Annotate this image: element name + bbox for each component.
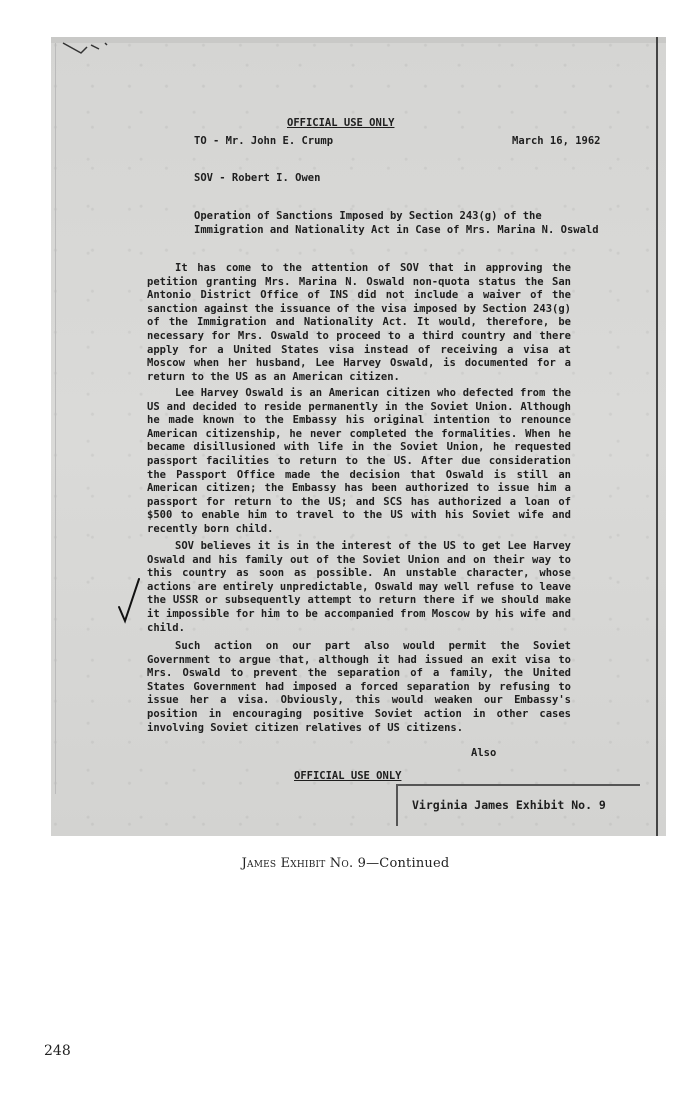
memo-date: March 16, 1962 bbox=[512, 135, 601, 147]
corner-scribble-icon bbox=[61, 39, 121, 59]
continuation-word: Also bbox=[471, 747, 497, 759]
exhibit-label: Virginia James Exhibit No. 9 bbox=[412, 798, 606, 812]
paragraph-4: Such action on our part also would permit the Soviet Government to argue that, although it had issued an exit visa to Mrs. Oswald to prevent the separation of a family, the United States Government had imposed a forced separation by refusing to issue her a visa. Obviously, this would weaken our Embassy's position in encouraging positive Soviet action in other cases involving Soviet citizen relatives of US citizens. bbox=[147, 640, 571, 734]
paragraph-1: It has come to the attention of SOV that in approving the petition granting Mrs. Marina N. Oswald non-quota status the San Antonio District Office of INS did not include a waiver of the sanction against the issuance of the visa imposed by Section 243(g) of the Immigration and Nationality Act. It would, therefore, be necessary for Mrs. Oswald to proceed to a third country and there apply for a United States visa instead of receiving a visa at Moscow when her husband, Lee Harvey Oswald, is documented for a return to the US as an American citizen. bbox=[147, 262, 571, 383]
subject-line-1: Operation of Sanctions Imposed by Section 243(g) of the bbox=[194, 210, 542, 222]
scan-right-border bbox=[656, 37, 658, 836]
handwritten-checkmark-icon bbox=[117, 577, 141, 625]
header-official-use-top: OFFICIAL USE ONLY bbox=[287, 117, 395, 129]
from-line: SOV - Robert I. Owen bbox=[194, 172, 321, 184]
paragraph-2: Lee Harvey Oswald is an American citizen who defected from the US and decided to reside permanently in the Soviet Union. Although he made known to the Embassy his original intention to renounce American citizenship, he never completed the formalities. When he became disillusioned with life in the Soviet Union, he requested passport facilities to return to the US. After due consideration the Passport Office made the decision that Oswald is still an American citizen; the Embassy has been authorized to issue him a passport for return to the US; and SCS has authorized a loan of $500 to enable him to travel to the US with his Soviet wife and recently born child. bbox=[147, 387, 571, 535]
subject-line-2: Immigration and Nationality Act in Case of Mrs. Marina N. Oswald bbox=[194, 224, 599, 236]
scan-top-edge bbox=[51, 37, 666, 43]
paragraph-3: SOV believes it is in the interest of the US to get Lee Harvey Oswald and his family out of the Soviet Union and on their way to this country as soon as possible. An unstable character, whose actions are entirely unpredictable, Oswald may well refuse to leave the USSR or subsequently attempt to return there if we should make it impossible for him to be accompanied from Moscow by his wife and child. bbox=[147, 540, 571, 634]
exhibit-stamp bbox=[396, 784, 640, 826]
header-official-use-bottom: OFFICIAL USE ONLY bbox=[294, 770, 402, 782]
scanned-memo bbox=[51, 37, 666, 836]
to-line: TO - Mr. John E. Crump bbox=[194, 135, 334, 147]
scan-left-edge bbox=[55, 43, 56, 794]
caption-label: James Exhibit No. 9 bbox=[241, 856, 367, 871]
page-number: 248 bbox=[44, 1043, 71, 1059]
figure-caption bbox=[0, 856, 691, 871]
caption-suffix: —Continued bbox=[366, 856, 450, 871]
